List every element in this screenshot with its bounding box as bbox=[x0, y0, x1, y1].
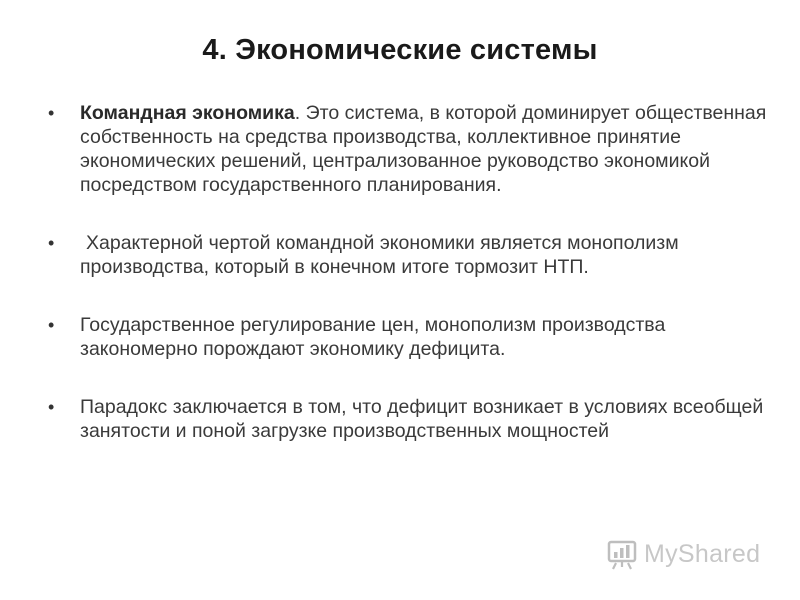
bullet-marker: • bbox=[48, 103, 55, 123]
bullet-text: Государственное регулирование цен, монополизм производства закономерно порождают экономику дефицита. bbox=[80, 314, 666, 360]
watermark bbox=[606, 534, 760, 574]
bullet-text: Парадокс заключается в том, что дефицит возникает в условиях всеобщей занятости и поной загрузке производственных мощностей bbox=[80, 396, 764, 442]
bullet-marker: • bbox=[48, 233, 55, 253]
bullet-item bbox=[48, 101, 768, 197]
bullet-text: . Это система, в которой доминирует общественная собственность на средства производства, коллективное принятие экономических решений, централизованное руководство экономикой посредством государственного планирования. bbox=[80, 102, 767, 196]
bullet-item bbox=[48, 395, 768, 443]
bullet-text: Характерной чертой командной экономики является монополизм производства, который в конечном итоге тормозит НТП. bbox=[80, 232, 679, 278]
bullet-term: Командная экономика bbox=[80, 102, 295, 124]
bullet-item bbox=[48, 231, 768, 279]
watermark-text: MyShared bbox=[644, 539, 761, 568]
bullet-marker: • bbox=[48, 397, 55, 417]
bullet-list bbox=[48, 101, 768, 443]
myshared-logo-icon bbox=[606, 537, 640, 571]
bullet-item bbox=[48, 313, 768, 361]
slide-title: 4. Экономические системы bbox=[202, 34, 598, 66]
bullet-marker: • bbox=[48, 315, 55, 335]
